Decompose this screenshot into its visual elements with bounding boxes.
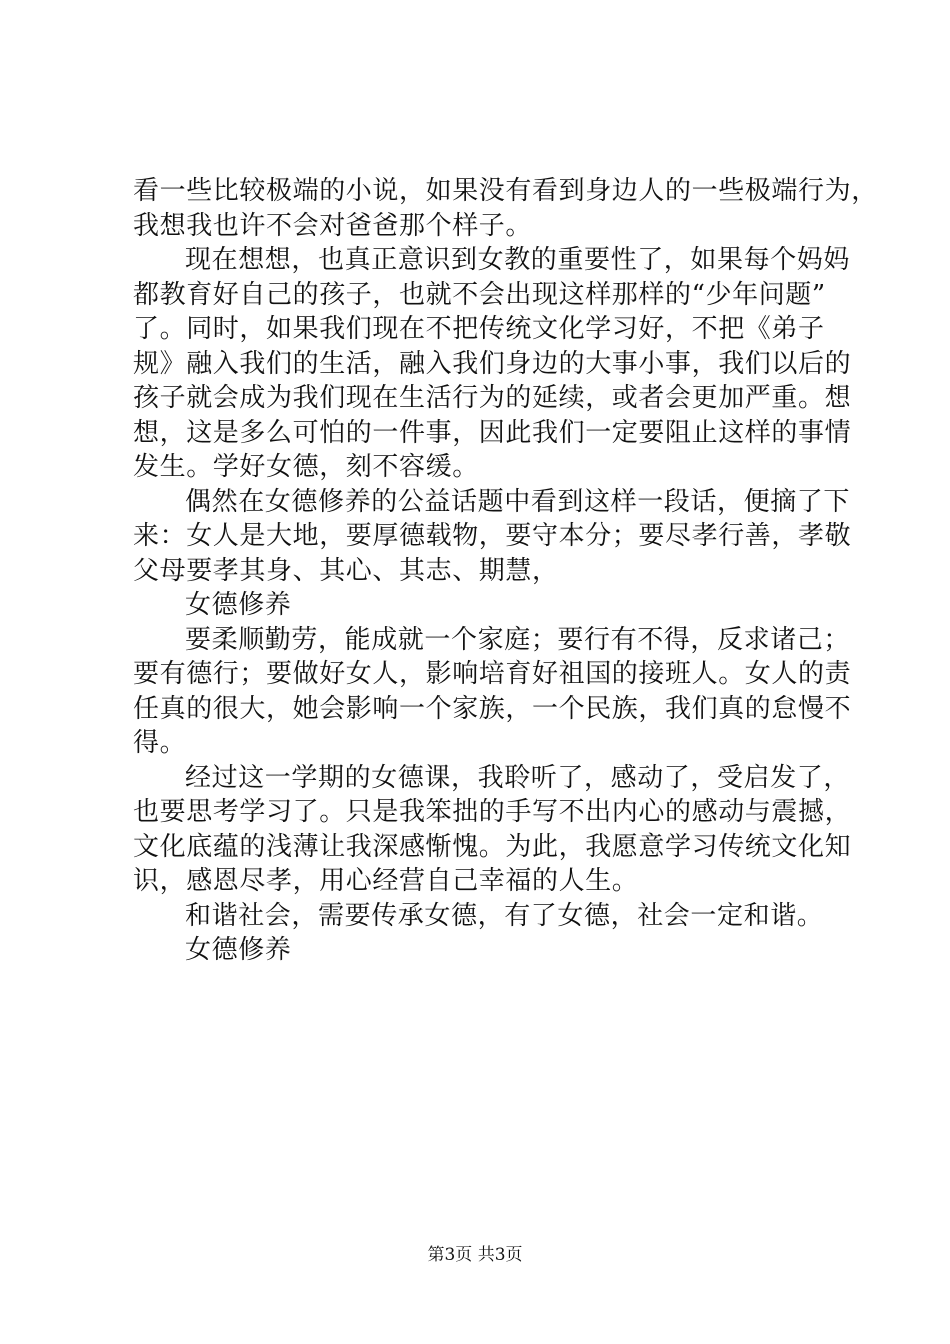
text-line: 父母要孝其身、其心、其志、期慧，: [133, 555, 559, 586]
text-line: 也要思考学习了。只是我笨拙的手写不出内心的感动与震撼，: [133, 797, 852, 827]
paragraph-start-line: 现在想想，也真正意识到女教的重要性了，如果每个妈妈: [185, 245, 851, 275]
text-line: 看一些比较极端的小说，如果没有看到身边人的一些极端行为，: [133, 176, 878, 206]
text-line: 发生。学好女德，刻不容缓。: [133, 452, 479, 482]
text-line: 得。: [133, 728, 187, 758]
text-line: 了。同时，如果我们现在不把传统文化学习好，不把《弟子: [133, 314, 825, 344]
section-heading: 女德修养: [185, 590, 292, 620]
text-line: 想，这是多么可怕的一件事，因此我们一定要阻止这样的事情: [133, 417, 852, 448]
text-line: 文化底蕴的浅薄让我深感惭愧。为此，我愿意学习传统文化知: [133, 831, 852, 862]
paragraph-start-line: 和谐社会，需要传承女德，有了女德，社会一定和谐。: [185, 900, 824, 931]
document-body: [133, 174, 878, 968]
text-line: 来：女人是大地，要厚德载物，要守本分；要尽孝行善，孝敬: [133, 521, 852, 551]
section-heading: 女德修养: [185, 935, 292, 965]
text-line: 要有德行；要做好女人，影响培育好祖国的接班人。女人的责: [133, 659, 852, 689]
text-line: 任真的很大，她会影响一个家族，一个民族，我们真的怠慢不: [133, 693, 852, 724]
text-line: 孩子就会成为我们现在生活行为的延续，或者会更加严重。想: [133, 383, 852, 413]
paragraph-start-line: 经过这一学期的女德课，我聆听了，感动了，受启发了，: [185, 762, 851, 793]
text-line: 规》融入我们的生活，融入我们身边的大事小事，我们以后的: [133, 348, 852, 379]
text-line: 都教育好自己的孩子，也就不会出现这样那样的“少年问题”: [133, 279, 826, 310]
text-line: 识，感恩尽孝，用心经营自己幸福的人生。: [133, 866, 639, 896]
page-footer: 第3页 共3页: [427, 1245, 523, 1265]
paragraph-start-line: 要柔顺勤劳，能成就一个家庭；要行有不得，反求诸己；: [185, 624, 851, 655]
text-line: 我想我也许不会对爸爸那个样子。: [133, 210, 533, 241]
paragraph-start-line: 偶然在女德修养的公益话题中看到这样一段话，便摘了下: [185, 486, 851, 517]
